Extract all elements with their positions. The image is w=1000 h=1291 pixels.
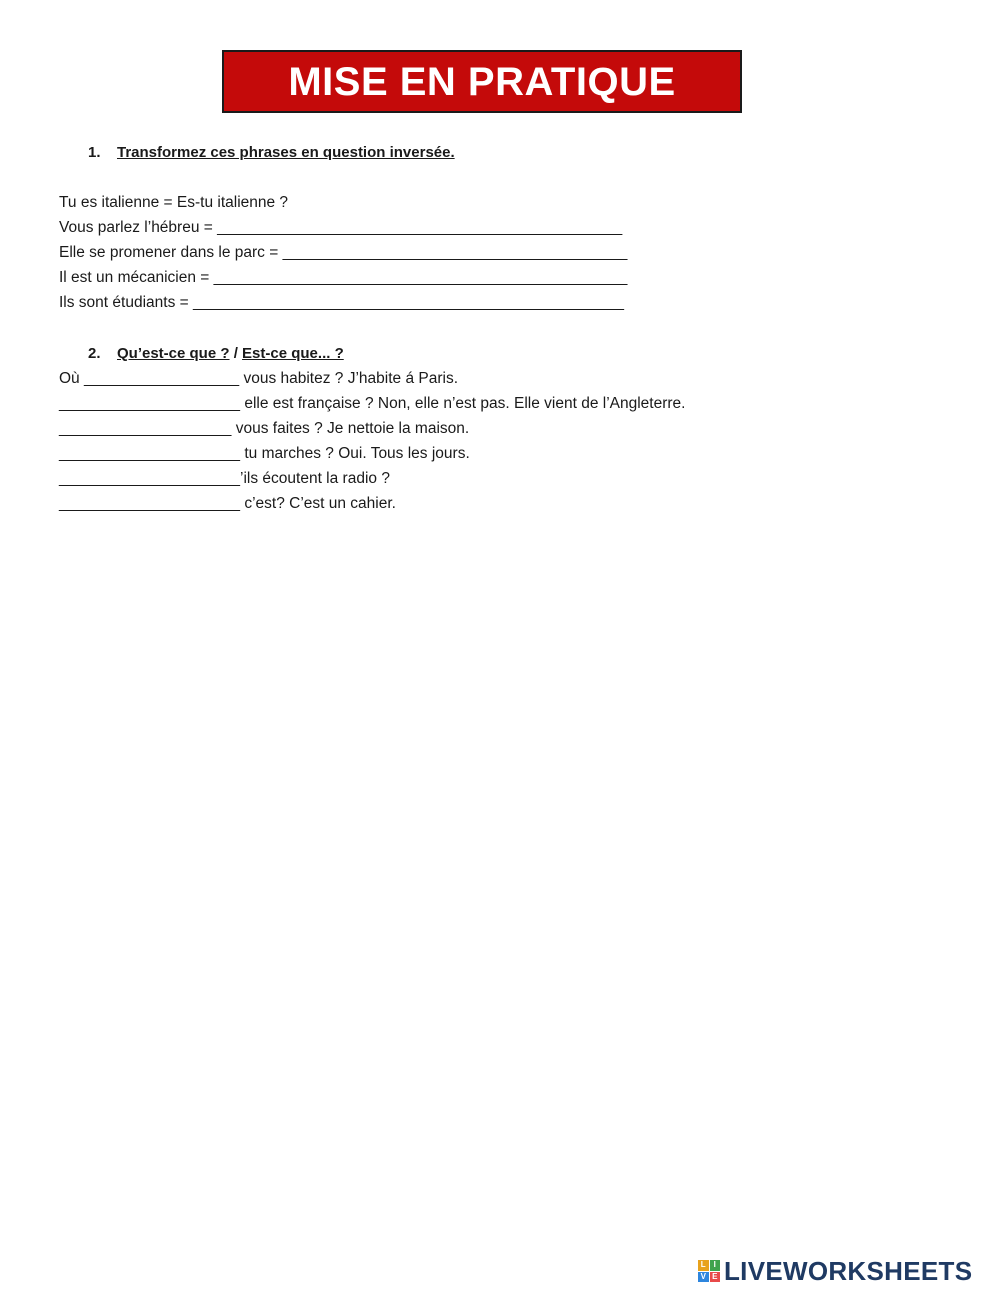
exercise-line: ____________________ vous faites ? Je nettoie la maison. xyxy=(59,420,470,437)
exercise-line: Ils sont étudiants = __________________________________________________ xyxy=(59,294,625,311)
exercise-line: _____________________ tu marches ? Oui. Tous les jours. xyxy=(59,445,470,462)
exercise-line: Où __________________ vous habitez ? J’habite á Paris. xyxy=(59,370,458,387)
section-2-title-part2: Est-ce que... ? xyxy=(242,345,344,362)
section-2-title-part1: Qu’est-ce que ? xyxy=(117,345,230,362)
section-1-number: 1. xyxy=(88,144,101,161)
exercise-line: _____________________ c’est? C’est un cahier. xyxy=(59,495,396,512)
liveworksheets-logo xyxy=(698,1257,972,1285)
logo-letter: V xyxy=(698,1272,709,1283)
logo-letter: E xyxy=(710,1272,721,1283)
section-1-heading xyxy=(88,144,455,161)
logo-text: LIVEWORKSHEETS xyxy=(724,1256,973,1286)
logo-letter: L xyxy=(698,1260,709,1271)
exercise-line: _____________________ elle est française ? Non, elle n’est pas. Elle vient de l’Angleterre. xyxy=(59,395,686,412)
exercise-line: Elle se promener dans le parc = ________________________________________ xyxy=(59,244,628,261)
exercise-line: Il est un mécanicien = ________________________________________________ xyxy=(59,269,628,286)
exercise-line: _____________________’ils écoutent la radio ? xyxy=(59,470,390,487)
page-title: MISE EN PRATIQUE xyxy=(288,59,676,104)
section-2-number: 2. xyxy=(88,345,101,362)
section-2-heading xyxy=(88,345,344,362)
title-banner xyxy=(222,50,742,113)
logo-icon xyxy=(698,1260,720,1282)
exercise-line: Tu es italienne = Es-tu italienne ? xyxy=(59,194,289,211)
section-2-title-separator: / xyxy=(229,345,243,362)
section-1-title: Transformez ces phrases en question inversée. xyxy=(117,144,455,161)
exercise-line: Vous parlez l’hébreu = _______________________________________________ xyxy=(59,219,623,236)
logo-letter: I xyxy=(710,1260,721,1271)
